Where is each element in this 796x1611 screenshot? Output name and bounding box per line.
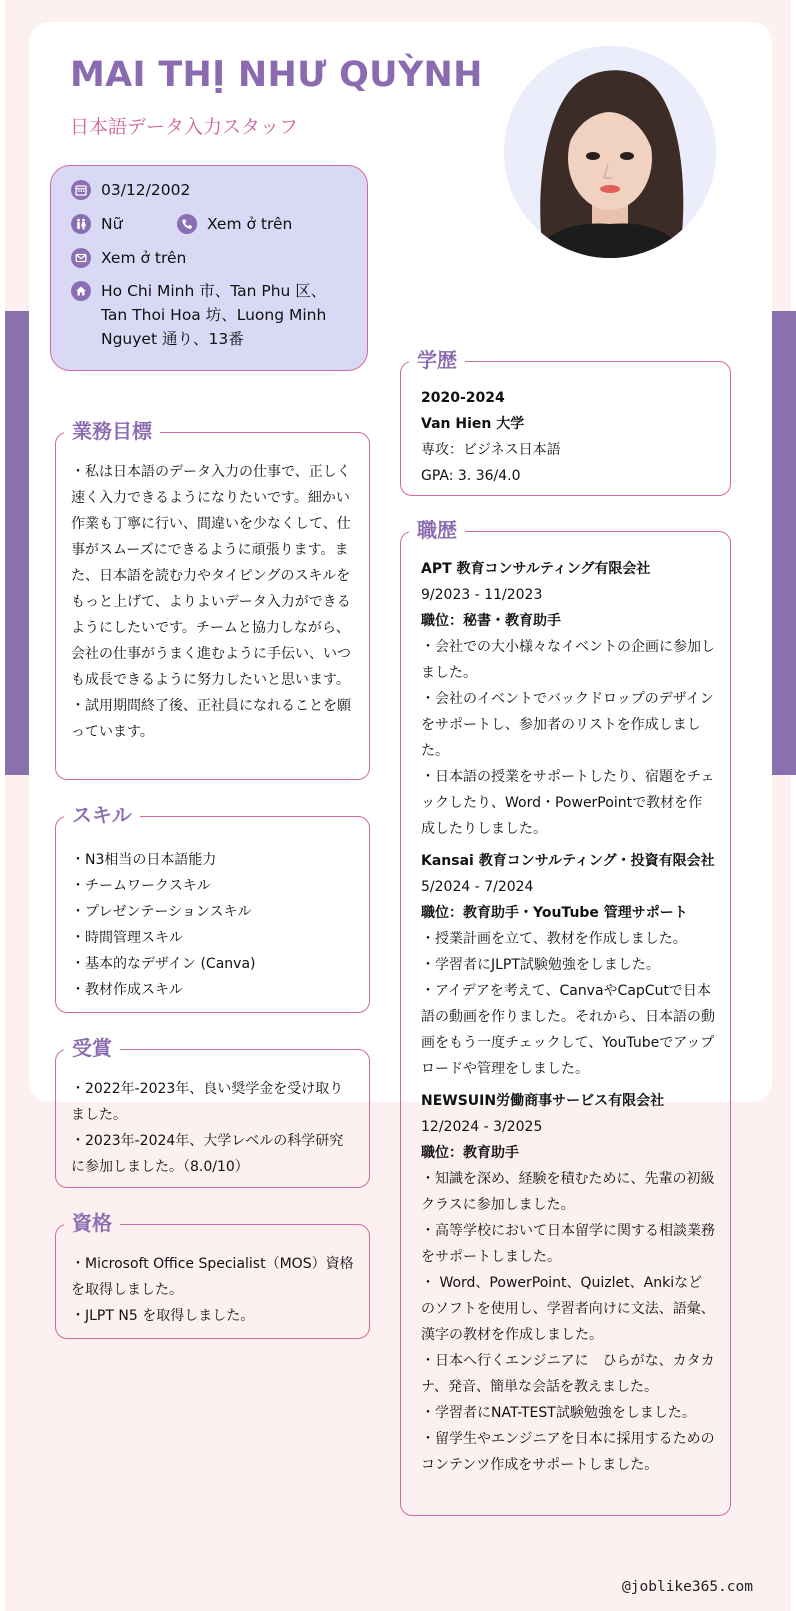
job-bullet: ・授業計画を立て、教材を作成しました。	[421, 931, 687, 947]
experience-body	[421, 556, 716, 1478]
phone-icon	[177, 214, 197, 234]
address-row	[71, 279, 351, 351]
skill-item: ・基本的なデザイン (Canva)	[71, 956, 256, 972]
objective-body	[71, 459, 357, 745]
education-years: 2020-2024	[421, 390, 505, 406]
objective-section	[55, 419, 370, 780]
award-item: ・2022年-2023年、良い奨学金を受け取りました。	[71, 1081, 344, 1123]
birthday-value: 03/12/2002	[101, 181, 191, 199]
profile-photo	[504, 46, 716, 258]
job-bullet: ・知識を深め、経験を積むために、先輩の初級クラスに参加しました。	[421, 1171, 715, 1213]
awards-title: 受賞	[64, 1034, 120, 1062]
skill-item: ・プレゼンテーションスキル	[71, 904, 252, 920]
skills-section	[55, 803, 370, 1013]
job-entry	[421, 1088, 716, 1478]
email-value: Xem ở trên	[101, 249, 187, 267]
left-accent-band	[5, 311, 29, 775]
education-title: 学歴	[409, 346, 465, 374]
right-accent-band	[772, 311, 796, 775]
job-entry	[421, 556, 716, 842]
job-company: Kansai 教育コンサルティング・投資有限会社	[421, 853, 715, 869]
certification-item: ・Microsoft Office Specialist（MOS）資格を取得しました。	[71, 1256, 354, 1298]
birthday-row	[71, 178, 190, 202]
gender-row	[71, 212, 122, 236]
awards-list	[71, 1076, 357, 1180]
job-title: 日本語データ入力スタッフ	[70, 116, 299, 138]
education-school: Van Hien 大学	[421, 416, 525, 432]
awards-section	[55, 1036, 370, 1188]
award-item: ・2023年-2024年、大学レベルの科学研究に参加しました。（8.0/10）	[71, 1133, 344, 1175]
job-bullet: ・留学生やエンジニアを日本に採用するためのコンテンツ作成をサポートしました。	[421, 1431, 715, 1473]
candidate-name: MAI THỊ NHƯ QUỲNH	[70, 55, 483, 95]
footer-handle: @joblike365.com	[622, 1579, 753, 1595]
job-bullet: ・アイデアを考えて、CanvaやCapCutで日本語の動画を作りました。それから、日本語の動画をもう一度チェックして、YouTubeでアップロードや管理をしました。	[421, 983, 715, 1077]
job-bullet: ・学習者にJLPT試験勉強をしました。	[421, 957, 660, 973]
gender-value: Nữ	[101, 215, 123, 233]
gender-icon	[71, 214, 91, 234]
job-period: 12/2024 - 3/2025	[421, 1119, 543, 1135]
job-bullet: ・日本へ行くエンジニアに ひらがな、カタカナ、発音、簡単な会話を教えました。	[421, 1353, 715, 1395]
objective-paragraph: ・私は日本語のデータ入力の仕事で、正しく速く入力できるようになりたいです。細かい作業も丁寧に行い、間違いを少なくして、仕事がスムーズにできるように頑張ります。また、日本語を読む力やタイピングのスキルをもっと上げて、よりよいデータ入力ができるようにしたいです。チームと協力しながら、会社の仕事がうまく進むように手伝い、いつも成長できるように努力したいと思います。	[71, 464, 351, 688]
job-bullet: ・ Word、PowerPoint、Quizlet、Ankiなどのソフトを使用し、学習者向けに文法、語彙、漢字の教材を作成しました。	[421, 1275, 715, 1343]
job-entry	[421, 848, 716, 1082]
job-bullet: ・日本語の授業をサポートしたり、宿題をチェックしたり、Word・PowerPointで教材を作成したりしました。	[421, 769, 715, 837]
phone-value: Xem ở trên	[207, 215, 293, 233]
skills-list	[71, 847, 357, 1003]
education-major: 専攻：ビジネス日本語	[421, 442, 561, 458]
personal-info-box	[50, 165, 368, 371]
job-period: 9/2023 - 11/2023	[421, 587, 543, 603]
address-value: Ho Chi Minh 市、Tan Phu 区、Tan Thoi Hoa 坊、Luong Minh Nguyet 通り、13番	[101, 282, 327, 348]
objective-title: 業務目標	[64, 417, 160, 445]
education-body	[421, 385, 718, 489]
skill-item: ・時間管理スキル	[71, 930, 183, 946]
certifications-title: 資格	[64, 1209, 120, 1237]
job-position: 職位：教育助手	[421, 1145, 519, 1161]
job-bullet: ・会社のイベントでバックドロップのデザインをサポートし、参加者のリストを作成しました。	[421, 691, 714, 759]
skill-item: ・N3相当の日本語能力	[71, 852, 217, 868]
email-icon	[71, 248, 91, 268]
job-period: 5/2024 - 7/2024	[421, 879, 534, 895]
skill-item: ・チームワークスキル	[71, 878, 211, 894]
calendar-icon	[71, 180, 91, 200]
experience-title: 職歴	[409, 516, 465, 544]
job-bullet: ・学習者にNAT-TEST試験勉強をしました。	[421, 1405, 696, 1421]
certifications-section	[55, 1211, 370, 1339]
job-position: 職位：教育助手・YouTube 管理サポート	[421, 905, 688, 921]
certifications-list	[71, 1251, 357, 1329]
objective-paragraph: ・試用期間終了後、正社員になれることを願っています。	[71, 698, 351, 740]
job-company: APT 教育コンサルティング有限会社	[421, 561, 651, 577]
certification-item: ・JLPT N5 を取得しました。	[71, 1308, 255, 1324]
job-position: 職位：秘書・教育助手	[421, 613, 561, 629]
job-bullet: ・会社での大小様々なイベントの企画に参加しました。	[421, 639, 715, 681]
education-gpa: GPA: 3. 36/4.0	[421, 468, 521, 484]
job-company: NEWSUIN労働商事サービス有限会社	[421, 1093, 665, 1109]
job-bullet: ・高等学校において日本留学に関する相談業務をサポートしました。	[421, 1223, 715, 1265]
email-row	[71, 246, 186, 270]
phone-row	[177, 212, 292, 236]
education-section	[400, 348, 731, 496]
skills-title: スキル	[64, 801, 140, 829]
experience-section	[400, 518, 731, 1516]
skill-item: ・教材作成スキル	[71, 982, 183, 998]
home-icon	[71, 281, 91, 301]
